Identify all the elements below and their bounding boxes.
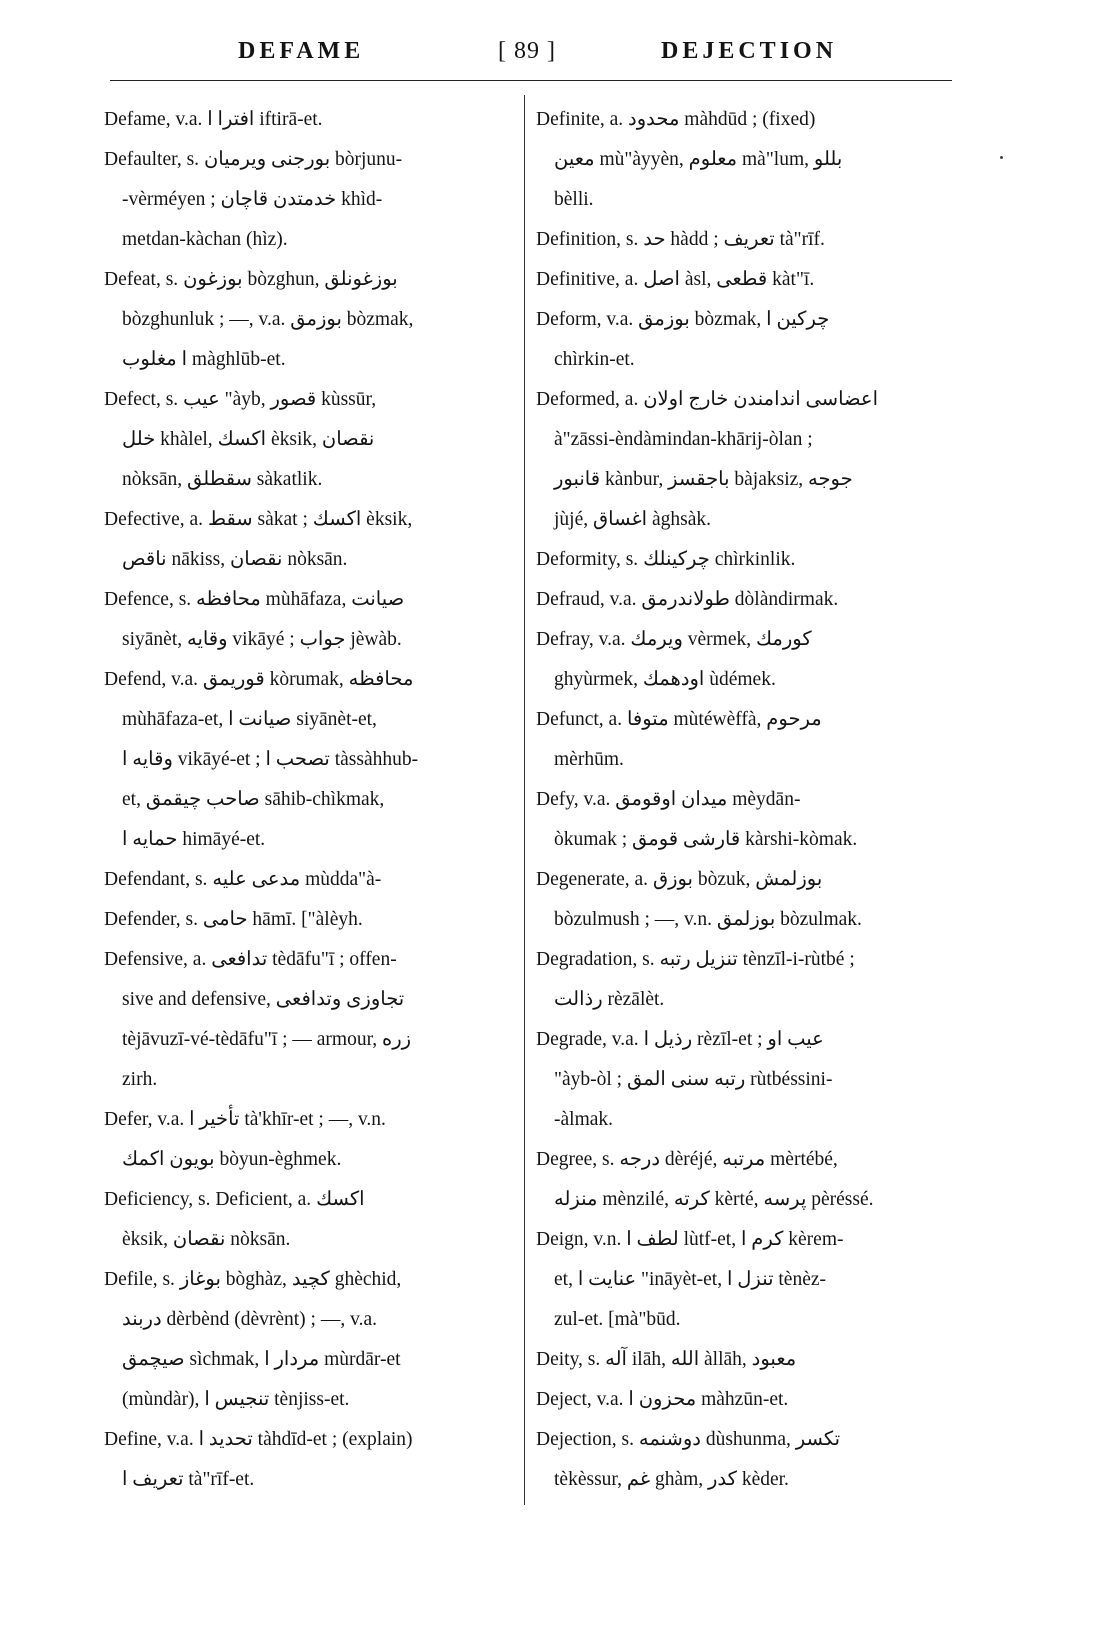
entry-continuation-line: "àyb-òl ; رتبه سنی المق rùtbéssini- [554,1069,833,1090]
entry-line: Define, v.a. تحديد ا tàhdīd-et ; (explain) [104,1429,413,1450]
entry-line: Defence, s. محافظه mùhāfaza, صيانت [104,589,405,610]
entry-line: Deity, s. آله ilāh, الله àllāh, معبود [536,1349,797,1370]
entry-line: Defraud, v.a. طولاندرمق dòlàndirmak. [536,589,839,610]
entry-line: Deign, v.n. لطف ا lùtf-et, کرم ا kèrem- [536,1229,844,1250]
entry-continuation-line: tèjāvuzī-vé-tèdāfu"ī ; — armour, زره [122,1029,412,1050]
entry-continuation-line: ghyùrmek, اودهمك ùdémek. [554,669,776,690]
margin-mark [1000,156,1003,159]
entry-line: Defendant, s. مدعی عليه mùdda"à- [104,869,382,890]
entry-continuation-line: خلل khàlel, اکسك èksik, نقصان [122,429,375,450]
entry-line: Defend, v.a. قوريمق kòrumak, محافظه [104,669,414,690]
entry-continuation-line: mùhāfaza-et, صيانت ا siyānèt-et, [122,709,377,730]
entry-continuation-line: -àlmak. [554,1109,614,1130]
column-divider [524,95,525,1505]
entry-continuation-line: ناقص nākiss, نقصان nòksān. [122,549,348,570]
entry-line: Defame, v.a. افترا ا iftirā-et. [104,109,323,130]
entry-continuation-line: بويون اکمك bòyun-èghmek. [122,1149,342,1170]
entry-continuation-line: -vèrméyen ; خدمتدن قاچان khìd- [122,189,383,210]
entry-continuation-line: حمايه ا himāyé-et. [122,829,266,850]
entry-continuation-line: tèkèssur, غم ghàm, كدر kèder. [554,1469,789,1490]
entry-line: Defy, v.a. ميدان اوقومق mèydān- [536,789,801,810]
entry-continuation-line: (mùndàr), تنجيس ا tènjiss-et. [122,1389,350,1410]
entry-continuation-line: zirh. [122,1069,158,1090]
entry-line: Definite, a. محدود màhdūd ; (fixed) [536,109,816,130]
entry-line: Defaulter, s. بورجنی ویرمیان bòrjunu- [104,149,403,170]
entry-continuation-line: metdan-kàchan (hìz). [122,229,288,250]
entry-line: Deficiency, s. Deficient, a. اکسك [104,1189,365,1210]
entry-line: Defray, v.a. ويرمك vèrmek, كورمك [536,629,812,650]
entry-continuation-line: وقايه ا vikāyé-et ; تصحب ا tàssàhhub- [122,749,419,770]
entry-line: Defile, s. بوغاز bòghàz, کچيد ghèchid, [104,1269,402,1290]
entry-line: Definition, s. حد hàdd ; تعريف tà"rīf. [536,229,825,250]
entry-line: Degradation, s. تنزيل رتبه tènzīl-i-rùtbé ; [536,949,855,970]
entry-continuation-line: òkumak ; قارشی قومق kàrshi-kòmak. [554,829,858,850]
left-column [104,100,504,1500]
entry-line: Defective, a. سقط sàkat ; اکسك èksik, [104,509,413,530]
entry-line: Defer, v.a. تأخير ا tà'khīr-et ; —, v.n. [104,1109,386,1130]
entry-continuation-line: دربند dèrbènd (dèvrènt) ; —, v.a. [122,1309,377,1330]
entry-line: Defect, s. عيب "àyb, قصور kùssūr, [104,389,377,410]
entry-line: Defender, s. حامی hāmī. ["àlèyh. [104,909,363,930]
entry-line: Deformity, s. چركينلك chìrkinlik. [536,549,796,570]
entry-continuation-line: et, عنايت ا "ināyèt-et, تنزل ا tènèz- [554,1269,827,1290]
entry-continuation-line: et, صاحب چيقمق sāhib-chìkmak, [122,789,385,810]
entry-line: Defunct, a. متوفا mùtéwèffà, مرحوم [536,709,822,730]
entry-line: Deform, v.a. بوزمق bòzmak, چركين ا [536,309,830,330]
entry-continuation-line: à"zāssi-èndàmindan-khārij-òlan ; [554,429,813,450]
entry-continuation-line: bèlli. [554,189,594,210]
entry-line: Defensive, a. تدافعی tèdāfu"ī ; offen- [104,949,397,970]
entry-continuation-line: bòzulmush ; —, v.n. بوزلمق bòzulmak. [554,909,862,930]
entry-continuation-line: nòksān, سقطلق sàkatlik. [122,469,323,490]
entry-continuation-line: قانبور kànbur, باجقسز bàjaksiz, جوجه [554,469,853,490]
entry-continuation-line: صيچمق sìchmak, مردار ا mùrdār-et [122,1349,401,1370]
page-number: [ 89 ] [498,38,556,64]
entry-continuation-line: منزله mènzilé, کرته kèrté, پرسه pèréssé. [554,1189,874,1210]
entry-line: Degenerate, a. بوزق bòzuk, بوزلمش [536,869,823,890]
running-head-left: DEFAME [238,38,365,64]
entry-line: Dejection, s. دوشنمه dùshunma, تكسر [536,1429,841,1450]
entry-continuation-line: bòzghunluk ; —, v.a. بوزمق bòzmak, [122,309,414,330]
entry-continuation-line: jùjé, اغساق àghsàk. [554,509,711,530]
entry-continuation-line: siyānèt, وقايه vikāyé ; جواب jèwàb. [122,629,402,650]
entry-continuation-line: sive and defensive, تجاوزی وتدافعی [122,989,405,1010]
entry-line: Definitive, a. اصل àsl, قطعی kàt"ī. [536,269,815,290]
entry-continuation-line: zul-et. [mà"būd. [554,1309,681,1330]
running-head [110,38,1000,72]
entry-continuation-line: معين mù"àyyèn, معلوم mà"lum, بللو [554,149,843,170]
entry-line: Defeat, s. بوزغون bòzghun, بوزغونلق [104,269,398,290]
entry-continuation-line: ا مغلوب màghlūb-et. [122,349,286,370]
running-head-right: DEJECTION [661,38,838,64]
entry-line: Deject, v.a. محزون ا màhzūn-et. [536,1389,789,1410]
entry-line: Degrade, v.a. رذيل ا rèzīl-et ; عيب او [536,1029,824,1050]
right-column [536,100,948,1500]
entry-continuation-line: تعريف ا tà"rīf-et. [122,1469,255,1490]
entry-continuation-line: mèrhūm. [554,749,624,770]
entry-continuation-line: رذالت rèzālèt. [554,989,665,1010]
header-rule [110,80,952,81]
entry-continuation-line: èksik, نقصان nòksān. [122,1229,291,1250]
entry-continuation-line: chìrkin-et. [554,349,635,370]
entry-line: Deformed, a. اعضاسی اندامندن خارج اولان [536,389,878,410]
entry-line: Degree, s. درجه dèréjé, مرتبه mèrtébé, [536,1149,838,1170]
